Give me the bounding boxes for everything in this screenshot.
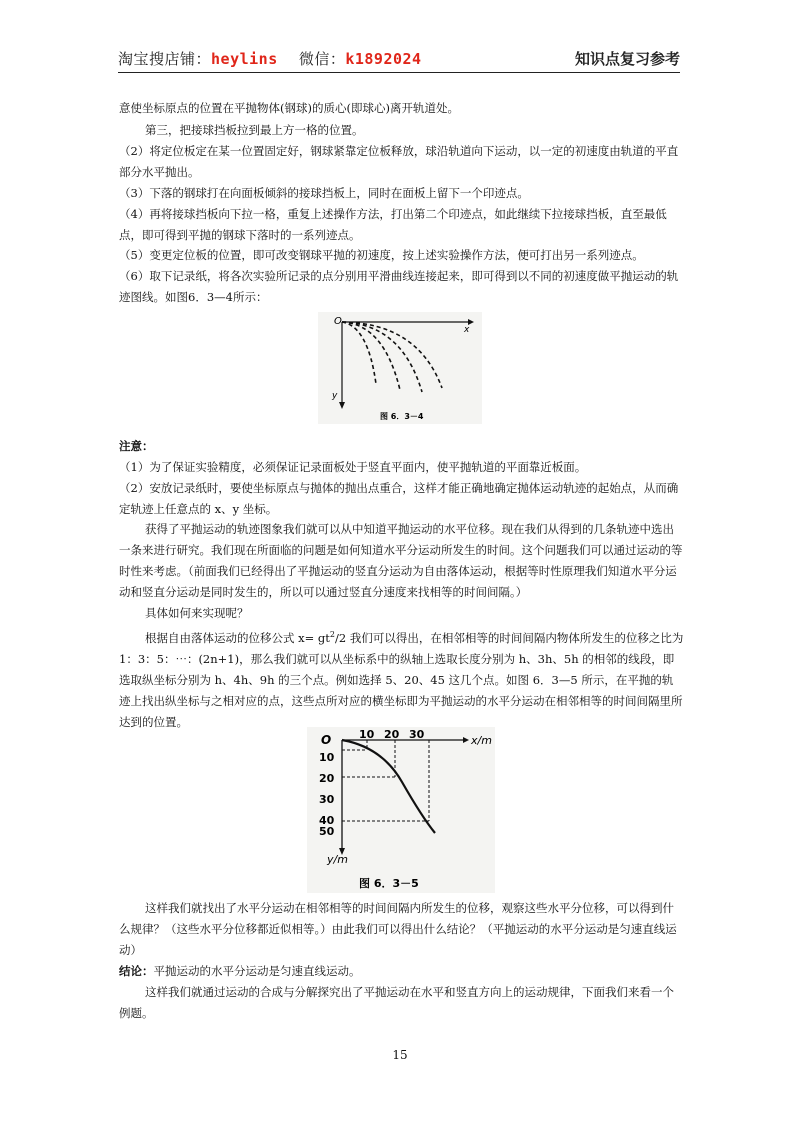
figure-6-3-4-graphic (318, 312, 482, 424)
figure-6-3-5 (307, 727, 495, 893)
x-tick-20: 20 (384, 728, 400, 741)
figure-caption: 图 6．3－4 (380, 412, 424, 421)
x-axis-label: x/m (471, 734, 492, 747)
figure-caption: 图 6．3－5 (359, 877, 419, 890)
paragraph-4: （3）下落的钢球打在向面板倾斜的接球挡板上，同时在面板上留下一个印迹点。 (119, 186, 529, 200)
x-axis-label: x (464, 325, 470, 335)
header-shop-name: heylins (211, 50, 278, 68)
y-tick-50: 50 (319, 825, 335, 838)
paragraph-5: （4）再将接球挡板向下拉一格，重复上述操作方法，打出第二个印迹点，如此继续下拉接球挡板，直至最低点，即可得到平抛的钢球下落时的一系列迹点。 (119, 207, 667, 242)
paragraph-10 (119, 624, 684, 733)
y-axis-label: y (332, 391, 338, 401)
header-shop-label: 淘宝搜店铺： (118, 50, 212, 68)
figure-background (307, 727, 495, 893)
x-tick-30: 30 (409, 728, 425, 741)
paragraph-6: （5）变更定位板的位置，即可改变钢球平抛的初速度，按上述实验操作方法，便可打出另一系列迹点。 (119, 248, 644, 262)
note-1: （1）为了保证实验精度，必须保证记录面板处于竖直平面内，使平抛轨道的平面靠近板面。 (119, 460, 587, 474)
conclusion-label: 结论： (119, 964, 154, 978)
header-title: 知识点复习参考 (574, 50, 680, 68)
formula-superscript: 2 (329, 630, 336, 639)
note-title: 注意： (119, 439, 154, 453)
paragraph-2: 第三，把接球挡板拉到最上方一格的位置。 (145, 123, 364, 137)
conclusion-text: 平抛运动的水平分运动是匀速直线运动。 (153, 964, 361, 978)
paragraph-1: 意使坐标原点的位置在平抛物体(钢球)的质心(即球心)离开轨道处。 (119, 101, 459, 115)
conclusion (119, 961, 684, 982)
y-tick-20: 20 (319, 772, 335, 785)
page-header (118, 44, 680, 73)
formula-part-1: 根据自由落体运动的位移公式 x= gt (145, 630, 330, 645)
paragraph-8: 获得了平抛运动的轨迹图象我们就可以从中知道平抛运动的水平位移。现在我们从得到的几条轨迹中选出一条来进行研究。我们现在所面临的问题是如何知道水平分运动所发生的时间。这个问题我们可以通过运动的等时性来考虑。（前面我们已经得出了平抛运动的竖直分运动为自由落体运动，根据等时性原理我们知道水平分运动和竖直分运动是同时发生的，所以可以通过竖直分速度来找相等的时间间隔。） (119, 522, 683, 599)
paragraph-9: 具体如何来实现呢？ (145, 606, 249, 620)
origin-label: O (334, 316, 342, 327)
figure-6-3-5-graphic (307, 727, 495, 893)
paragraph-3: （2）将定位板定在某一位置固定好，钢球紧靠定位板释放，球沿轨道向下运动，以一定的初速度由轨道的平直部分水平抛出。 (119, 144, 679, 179)
paragraph-11: 这样我们就找出了水平分运动在相邻相等的时间间隔内所发生的位移，观察这些水平分位移，可以得到什么规律？（这些水平分位移都近似相等。）由此我们可以得出什么结论？（平抛运动的水平分运动是匀速直线运动） (119, 901, 677, 957)
paragraph-7: （6）取下记录纸，将各次实验所记录的点分别用平滑曲线连接起来，即可得到以不同的初速度做平抛运动的轨迹图线。如图6．3—4所示： (119, 269, 679, 304)
y-tick-30: 30 (319, 793, 335, 806)
formula-part-2: /2 我们可以得出，在相邻相等的时间间隔内物体所发生的位移之比为 1：3：5：⋯：(2n+1)，那么我们就可以从坐标系中的纵轴上选取长度分别为 h、3h、5h 的相邻的线段，即选取纵坐标分别为 h、4h、9h 的三个点。例如选择 5、20、45 这几个点。如图 6．3—5 所示，在平抛的轨迹上找出纵坐标与之相对应的点，这些点所对应的横坐标即为平抛运动的水平分运动在相邻相等的时间间隔里所达到的位置。 (119, 630, 684, 729)
paragraph-12: 这样我们就通过运动的合成与分解探究出了平抛运动在水平和竖直方向上的运动规律，下面我们来看一个例题。 (119, 985, 674, 1020)
header-shop-info (118, 48, 422, 69)
figure-6-3-4 (318, 312, 482, 424)
page-number: 15 (392, 1048, 408, 1062)
y-axis-label: y/m (327, 853, 348, 866)
note-2: （2）安放记录纸时，要使坐标原点与抛体的抛出点重合，这样才能正确地确定抛体运动轨迹的起始点，从而确定轨迹上任意点的 x、y 坐标。 (119, 481, 679, 516)
y-tick-40: 40 (319, 814, 335, 827)
origin-label: O (321, 733, 332, 747)
header-wechat-label: 微信： (298, 50, 346, 68)
header-wechat-id: k1892024 (345, 50, 422, 68)
y-tick-10: 10 (319, 751, 335, 764)
x-tick-10: 10 (359, 728, 375, 741)
